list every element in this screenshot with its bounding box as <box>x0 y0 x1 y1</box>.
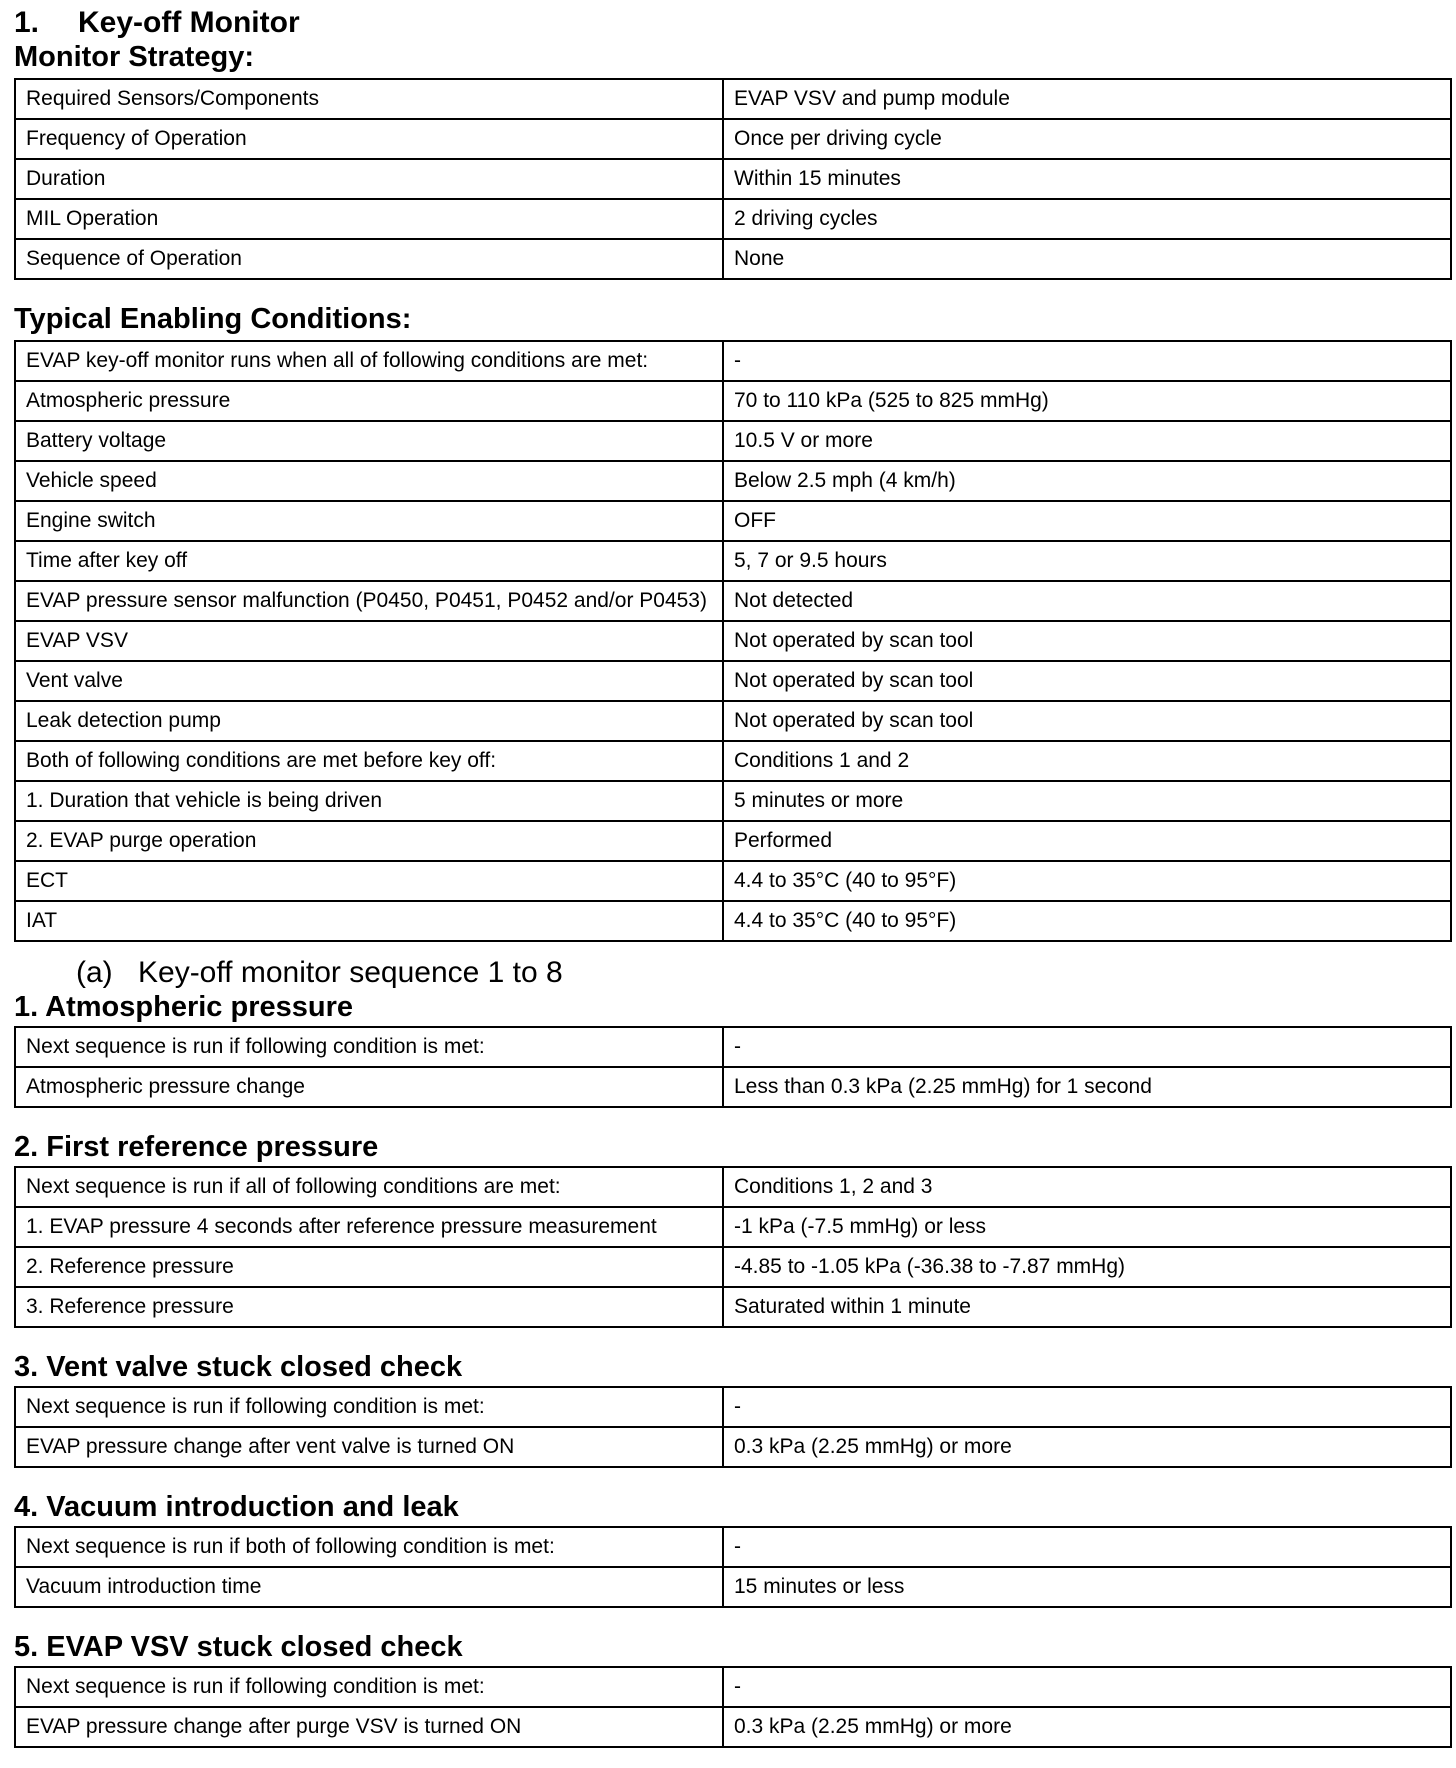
row-label: EVAP pressure change after purge VSV is turned ON <box>15 1707 723 1747</box>
row-value: - <box>723 1527 1451 1567</box>
table-row <box>15 119 1451 159</box>
table-row <box>15 461 1451 501</box>
table-row <box>15 79 1451 119</box>
table-row <box>15 781 1451 821</box>
row-label: ECT <box>15 861 723 901</box>
row-label: Sequence of Operation <box>15 239 723 279</box>
row-label: Vehicle speed <box>15 461 723 501</box>
table-row <box>15 199 1451 239</box>
row-label: 3. Reference pressure <box>15 1287 723 1327</box>
document-page <box>14 0 1434 1748</box>
row-value: -4.85 to -1.05 kPa (-36.38 to -7.87 mmHg) <box>723 1247 1451 1287</box>
row-value: Not operated by scan tool <box>723 621 1451 661</box>
section-table <box>14 1386 1452 1468</box>
row-value: Performed <box>723 821 1451 861</box>
table-row <box>15 901 1451 941</box>
row-value: Not detected <box>723 581 1451 621</box>
section-table <box>14 1666 1452 1748</box>
row-label: EVAP pressure sensor malfunction (P0450, P0451, P0452 and/or P0453) <box>15 581 723 621</box>
row-value: 4.4 to 35°C (40 to 95°F) <box>723 901 1451 941</box>
row-label: EVAP key-off monitor runs when all of following conditions are met: <box>15 341 723 381</box>
table-row <box>15 701 1451 741</box>
table-row <box>15 741 1451 781</box>
row-value: None <box>723 239 1451 279</box>
monitor-strategy-table <box>14 78 1452 280</box>
document-title <box>14 6 1434 40</box>
row-value: 4.4 to 35°C (40 to 95°F) <box>723 861 1451 901</box>
row-label: 2. EVAP purge operation <box>15 821 723 861</box>
row-label: Vacuum introduction time <box>15 1567 723 1607</box>
row-label: Next sequence is run if all of following conditions are met: <box>15 1167 723 1207</box>
row-value: OFF <box>723 501 1451 541</box>
table-row <box>15 1067 1451 1107</box>
row-label: Leak detection pump <box>15 701 723 741</box>
row-value: - <box>723 341 1451 381</box>
table-row <box>15 381 1451 421</box>
table-row <box>15 861 1451 901</box>
row-value: -1 kPa (-7.5 mmHg) or less <box>723 1207 1451 1247</box>
row-value: - <box>723 1027 1451 1067</box>
table-row <box>15 621 1451 661</box>
sequence-subheading <box>14 956 1434 990</box>
row-value: 10.5 V or more <box>723 421 1451 461</box>
section-heading: 4. Vacuum introduction and leak <box>14 1491 459 1523</box>
row-label: IAT <box>15 901 723 941</box>
title-number: 1. <box>14 6 40 39</box>
section-table <box>14 1026 1452 1108</box>
row-label: Vent valve <box>15 661 723 701</box>
row-label: Battery voltage <box>15 421 723 461</box>
table-row <box>15 1387 1451 1427</box>
row-value: Saturated within 1 minute <box>723 1287 1451 1327</box>
table-row <box>15 1287 1451 1327</box>
row-value: Not operated by scan tool <box>723 701 1451 741</box>
row-value: Once per driving cycle <box>723 119 1451 159</box>
row-label: Required Sensors/Components <box>15 79 723 119</box>
table-row <box>15 1027 1451 1067</box>
row-value: 0.3 kPa (2.25 mmHg) or more <box>723 1427 1451 1467</box>
section-heading: 5. EVAP VSV stuck closed check <box>14 1631 463 1663</box>
section-table <box>14 1166 1452 1328</box>
row-value: 0.3 kPa (2.25 mmHg) or more <box>723 1707 1451 1747</box>
table-row <box>15 1527 1451 1567</box>
row-value: - <box>723 1667 1451 1707</box>
row-label: Time after key off <box>15 541 723 581</box>
row-label: Next sequence is run if following condition is met: <box>15 1667 723 1707</box>
row-label: EVAP pressure change after vent valve is turned ON <box>15 1427 723 1467</box>
row-value: Less than 0.3 kPa (2.25 mmHg) for 1 second <box>723 1067 1451 1107</box>
enabling-conditions-heading: Typical Enabling Conditions: <box>14 303 412 335</box>
table-row <box>15 541 1451 581</box>
table-row <box>15 239 1451 279</box>
section-heading: 3. Vent valve stuck closed check <box>14 1351 463 1383</box>
sequence-subheading-label: (a) <box>76 956 113 989</box>
row-value: Conditions 1 and 2 <box>723 741 1451 781</box>
row-label: MIL Operation <box>15 199 723 239</box>
row-value: - <box>723 1387 1451 1427</box>
row-label: 2. Reference pressure <box>15 1247 723 1287</box>
row-label: Next sequence is run if both of following condition is met: <box>15 1527 723 1567</box>
row-label: 1. Duration that vehicle is being driven <box>15 781 723 821</box>
row-value: Conditions 1, 2 and 3 <box>723 1167 1451 1207</box>
table-row <box>15 821 1451 861</box>
table-row <box>15 421 1451 461</box>
table-row <box>15 1207 1451 1247</box>
row-value: Within 15 minutes <box>723 159 1451 199</box>
row-value: EVAP VSV and pump module <box>723 79 1451 119</box>
table-row <box>15 501 1451 541</box>
title-text: Key-off Monitor <box>78 6 300 39</box>
section-heading: 1. Atmospheric pressure <box>14 991 353 1023</box>
table-row <box>15 1567 1451 1607</box>
row-label: Atmospheric pressure <box>15 381 723 421</box>
row-label: Engine switch <box>15 501 723 541</box>
table-row <box>15 581 1451 621</box>
row-value: 5, 7 or 9.5 hours <box>723 541 1451 581</box>
row-label: Frequency of Operation <box>15 119 723 159</box>
table-row <box>15 1427 1451 1467</box>
row-value: 70 to 110 kPa (525 to 825 mmHg) <box>723 381 1451 421</box>
table-row <box>15 341 1451 381</box>
table-row <box>15 1247 1451 1287</box>
row-label: EVAP VSV <box>15 621 723 661</box>
section-heading: 2. First reference pressure <box>14 1131 379 1163</box>
row-value: Not operated by scan tool <box>723 661 1451 701</box>
table-row <box>15 1167 1451 1207</box>
row-value: 5 minutes or more <box>723 781 1451 821</box>
row-label: Both of following conditions are met before key off: <box>15 741 723 781</box>
row-label: 1. EVAP pressure 4 seconds after reference pressure measurement <box>15 1207 723 1247</box>
row-label: Next sequence is run if following condition is met: <box>15 1387 723 1427</box>
row-label: Next sequence is run if following condition is met: <box>15 1027 723 1067</box>
table-row <box>15 1707 1451 1747</box>
row-value: Below 2.5 mph (4 km/h) <box>723 461 1451 501</box>
enabling-conditions-table <box>14 340 1452 942</box>
section-table <box>14 1526 1452 1608</box>
table-row <box>15 159 1451 199</box>
monitor-strategy-heading: Monitor Strategy: <box>14 41 255 73</box>
row-value: 15 minutes or less <box>723 1567 1451 1607</box>
table-row <box>15 1667 1451 1707</box>
sequence-subheading-text: Key-off monitor sequence 1 to 8 <box>138 956 563 989</box>
table-row <box>15 661 1451 701</box>
row-label: Duration <box>15 159 723 199</box>
row-label: Atmospheric pressure change <box>15 1067 723 1107</box>
row-value: 2 driving cycles <box>723 199 1451 239</box>
